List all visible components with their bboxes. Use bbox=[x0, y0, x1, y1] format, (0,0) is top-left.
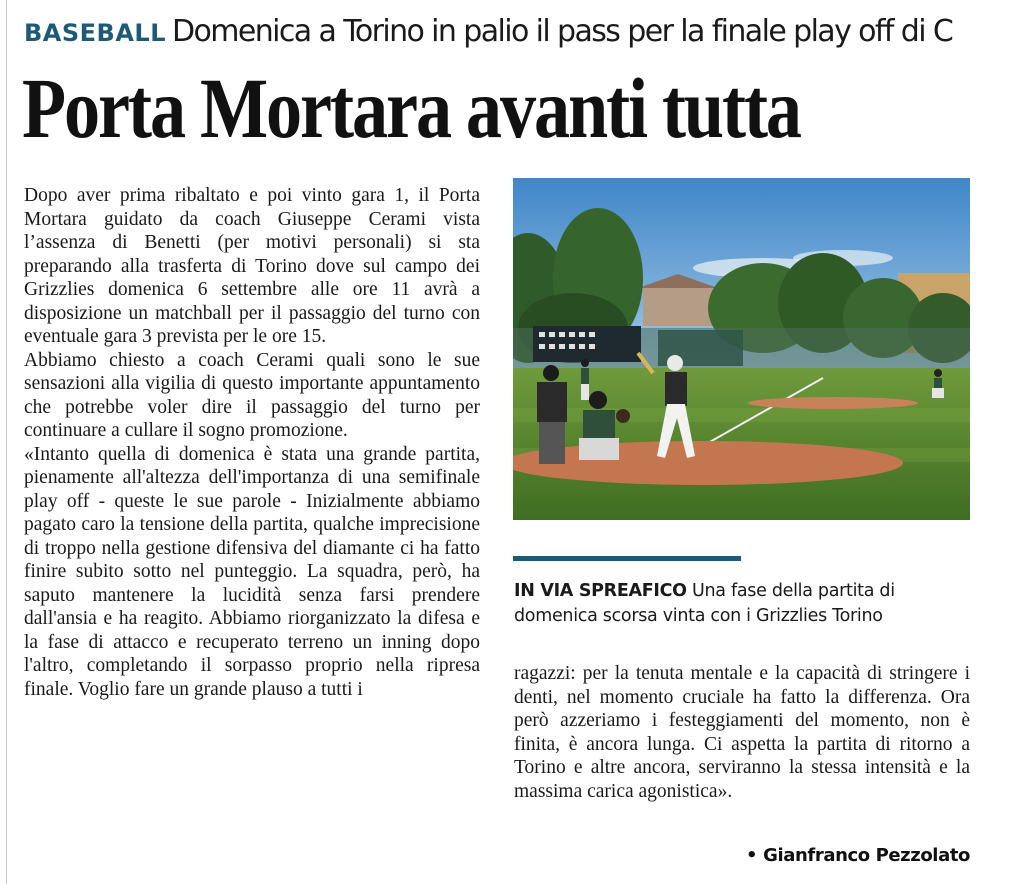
body-paragraph: Abbiamo chiesto a coach Cerami quali sono le sue sensazioni alla vigilia di questo importante appuntamento che potrebbe voler dire il passaggio del turno per continuare a cullare il sogno promozione. bbox=[24, 349, 480, 441]
column-divider bbox=[6, 0, 7, 884]
caption-lead: IN VIA SPREAFICO bbox=[514, 581, 687, 601]
caption-accent-rule bbox=[513, 556, 741, 561]
headline: Porta Mortara avanti tutta bbox=[22, 60, 800, 156]
article-photo bbox=[513, 178, 970, 520]
byline bbox=[690, 845, 970, 871]
baseball-photo-illustration bbox=[513, 178, 970, 520]
subheadline: Domenica a Torino in palio il pass per la finale play off di C bbox=[172, 14, 953, 49]
photo-caption bbox=[514, 579, 974, 635]
byline-bullet: • bbox=[746, 845, 758, 866]
body-paragraph: ragazzi: per la tenuta mentale e la capacità di stringere i denti, nel momento cruciale ha fatto la differenza. Ora però azzeriamo i festeggiamenti del momento, non è finita, è ancora lunga. Ci aspetta la partita di ritorno a Torino e altre ancora, serviranno la stessa intensità e la massima carica agonistica». bbox=[514, 663, 970, 802]
kicker-line bbox=[24, 14, 984, 58]
body-column-left bbox=[24, 184, 480, 874]
body-paragraph: Dopo aver prima ribaltato e poi vinto gara 1, il Porta Mortara guidato da coach Giuseppe Cerami vista l’assenza di Benetti (per motivi personali) si sta preparando alla trasferta di Torino dove sul campo dei Grizzlies domenica 6 settembre alle ore 11 avrà a disposizione un matchball per il passaggio del turno con eventuale gara 3 prevista per le ore 15. bbox=[24, 185, 480, 347]
body-column-right bbox=[514, 662, 970, 842]
section-kicker: BASEBALL bbox=[24, 19, 166, 47]
author-name: Gianfranco Pezzolato bbox=[763, 845, 970, 866]
caption-text: Una fase della partita di domenica scorsa vinta con i Grizzlies Torino bbox=[514, 581, 895, 626]
body-paragraph: «Intanto quella di domenica è stata una grande partita, pienamente all'altezza dell'importanza di una semifinale play off - queste le sue parole - Inizialmente abbiamo pagato caro la tensione della partita, qualche imprecisione di troppo nella gestione difensiva del diamante ci ha fatto finire subito sotto nel punteggio. La squadra, però, ha saputo mantenere la lucidità senza farsi prendere dall'ansia e ha reagito. Abbiamo riorganizzato la difesa e la fase di attacco e recuperato terreno un inning dopo l'altro, completando il sorpasso proprio nella ripresa finale. Voglio fare un grande plauso a tutti i bbox=[24, 443, 480, 700]
